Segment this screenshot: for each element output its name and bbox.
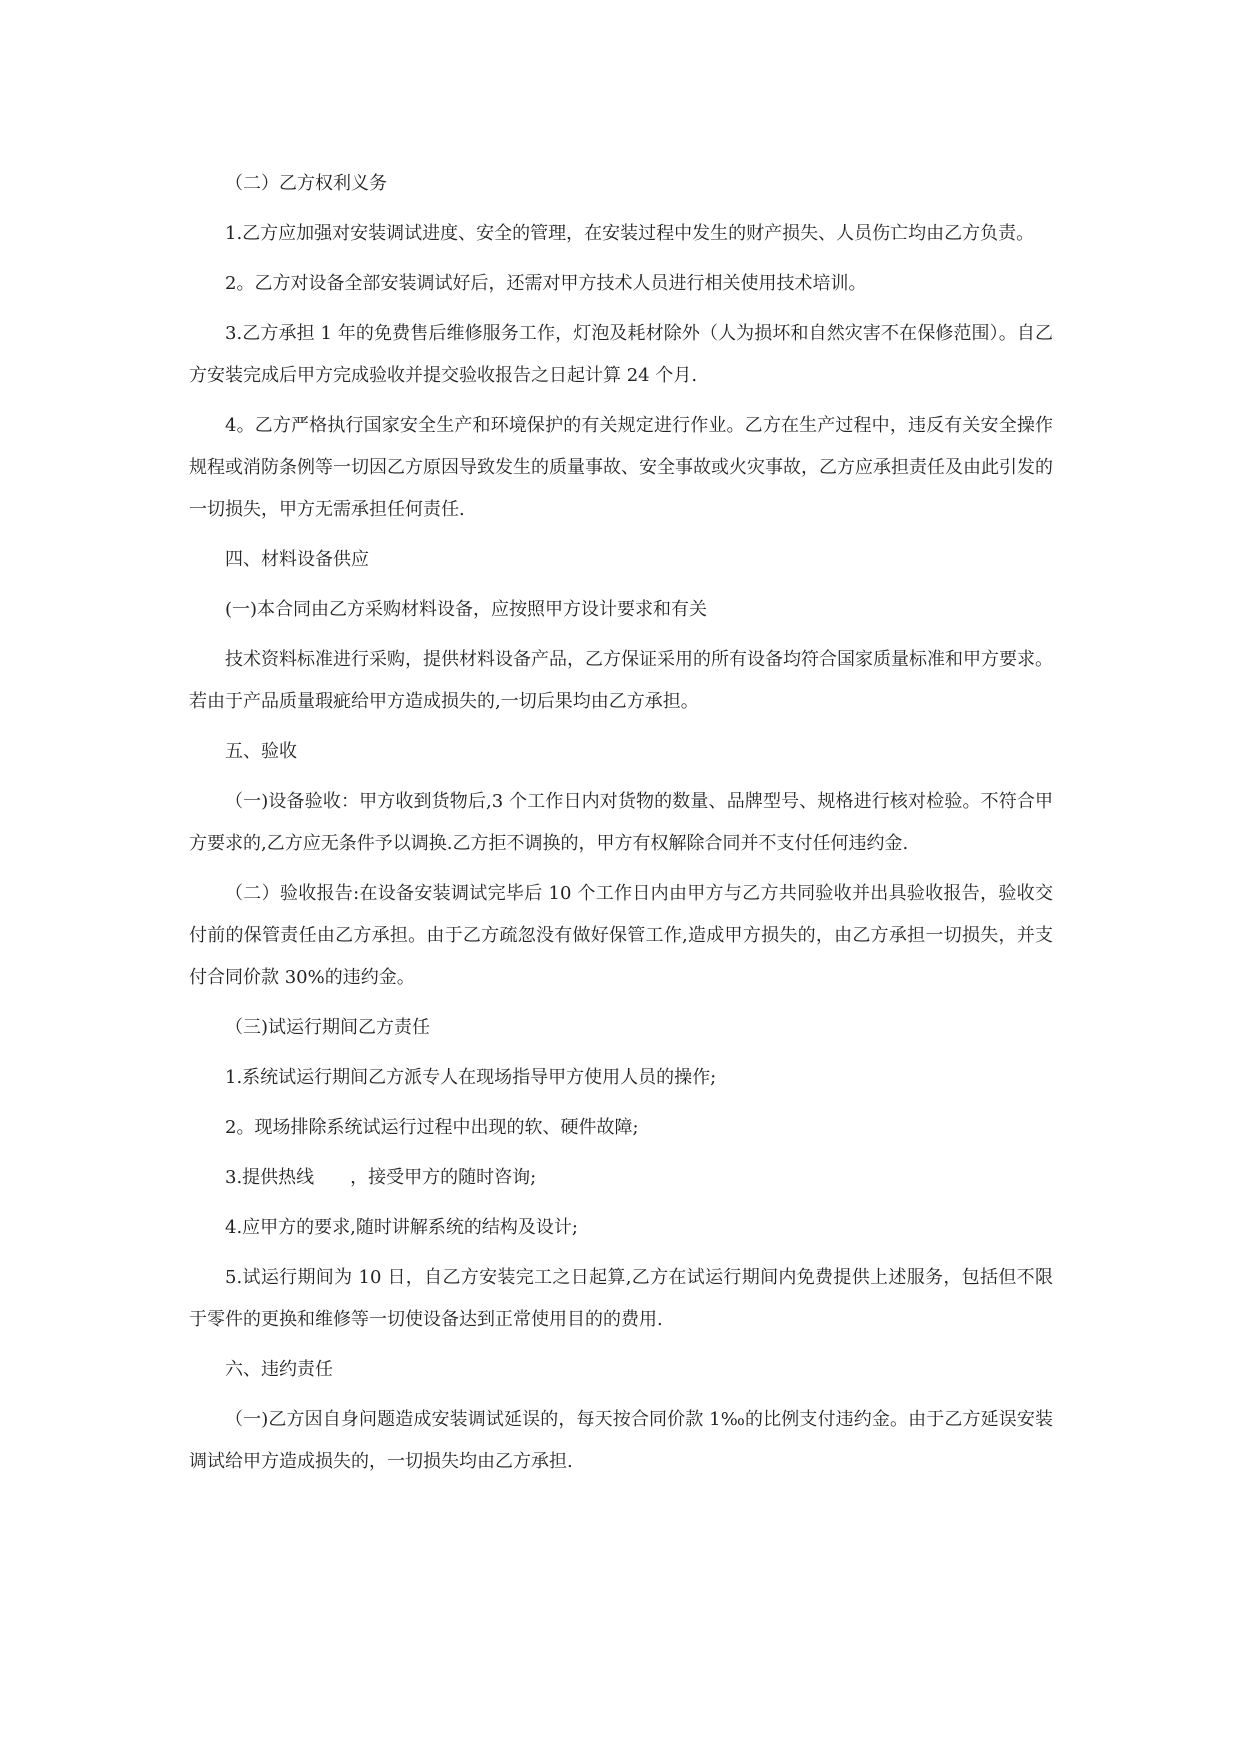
clause-paragraph: （一)设备验收：甲方收到货物后,3 个工作日内对货物的数量、品牌型号、规格进行核对检验。不符合甲方要求的,乙方应无条件予以调换.乙方拒不调换的，甲方有权解除合同并不支付任何违约金. bbox=[189, 791, 1053, 854]
clause-paragraph: 2。现场排除系统试运行过程中出现的软、硬件故障; bbox=[225, 1117, 639, 1138]
clause-paragraph: 1.乙方应加强对安装调试进度、安全的管理，在安装过程中发生的财产损失、人员伤亡均由乙方负责。 bbox=[225, 223, 1035, 244]
section-heading-material-supply: 四、材料设备供应 bbox=[225, 549, 369, 570]
clause-paragraph: 技术资料标准进行采购，提供材料设备产品，乙方保证采用的所有设备均符合国家质量标准和甲方要求。若由于产品质量瑕疵给甲方造成损失的,一切后果均由乙方承担。 bbox=[189, 649, 1053, 712]
document-body bbox=[189, 163, 1053, 1483]
clause-paragraph: 2。乙方对设备全部安装调试好后，还需对甲方技术人员进行相关使用技术培训。 bbox=[225, 273, 867, 294]
clause-paragraph: 4。乙方严格执行国家安全生产和环境保护的有关规定进行作业。乙方在生产过程中，违反有关安全操作规程或消防条例等一切因乙方原因导致发生的质量事故、安全事故或火灾事故，乙方应承担责任及由此引发的一切损失，甲方无需承担任何责任. bbox=[189, 415, 1053, 520]
subsection-heading-trial-run: （三)试运行期间乙方责任 bbox=[225, 1017, 431, 1038]
clause-paragraph: 3.乙方承担 1 年的免费售后维修服务工作，灯泡及耗材除外（人为损坏和自然灾害不在保修范围）。自乙方安装完成后甲方完成验收并提交验收报告之日起计算 24 个月. bbox=[189, 323, 1053, 386]
section-heading-breach-liability: 六、违约责任 bbox=[225, 1359, 333, 1380]
section-heading-party-b-rights: （二）乙方权利义务 bbox=[225, 173, 387, 194]
clause-paragraph: (一)本合同由乙方采购材料设备，应按照甲方设计要求和有关 bbox=[225, 599, 708, 620]
clause-paragraph: 4.应甲方的要求,随时讲解系统的结构及设计; bbox=[225, 1217, 578, 1238]
section-heading-acceptance: 五、验收 bbox=[225, 741, 297, 762]
clause-paragraph: 5.试运行期间为 10 日，自乙方安装完工之日起算,乙方在试运行期间内免费提供上述服务，包括但不限于零件的更换和维修等一切使设备达到正常使用目的的费用. bbox=[189, 1267, 1053, 1330]
clause-paragraph: 3.提供热线 ，接受甲方的随时咨询; bbox=[225, 1167, 537, 1188]
clause-paragraph: （一)乙方因自身问题造成安装调试延误的，每天按合同价款 1‰的比例支付违约金。由于乙方延误安装调试给甲方造成损失的，一切损失均由乙方承担. bbox=[189, 1409, 1053, 1472]
clause-paragraph: （二）验收报告:在设备安装调试完毕后 10 个工作日内由甲方与乙方共同验收并出具验收报告，验收交付前的保管责任由乙方承担。由于乙方疏忽没有做好保管工作,造成甲方损失的，由乙方承担一切损失，并支付合同价款 30%的违约金。 bbox=[189, 883, 1053, 988]
clause-paragraph: 1.系统试运行期间乙方派专人在现场指导甲方使用人员的操作; bbox=[225, 1067, 717, 1088]
